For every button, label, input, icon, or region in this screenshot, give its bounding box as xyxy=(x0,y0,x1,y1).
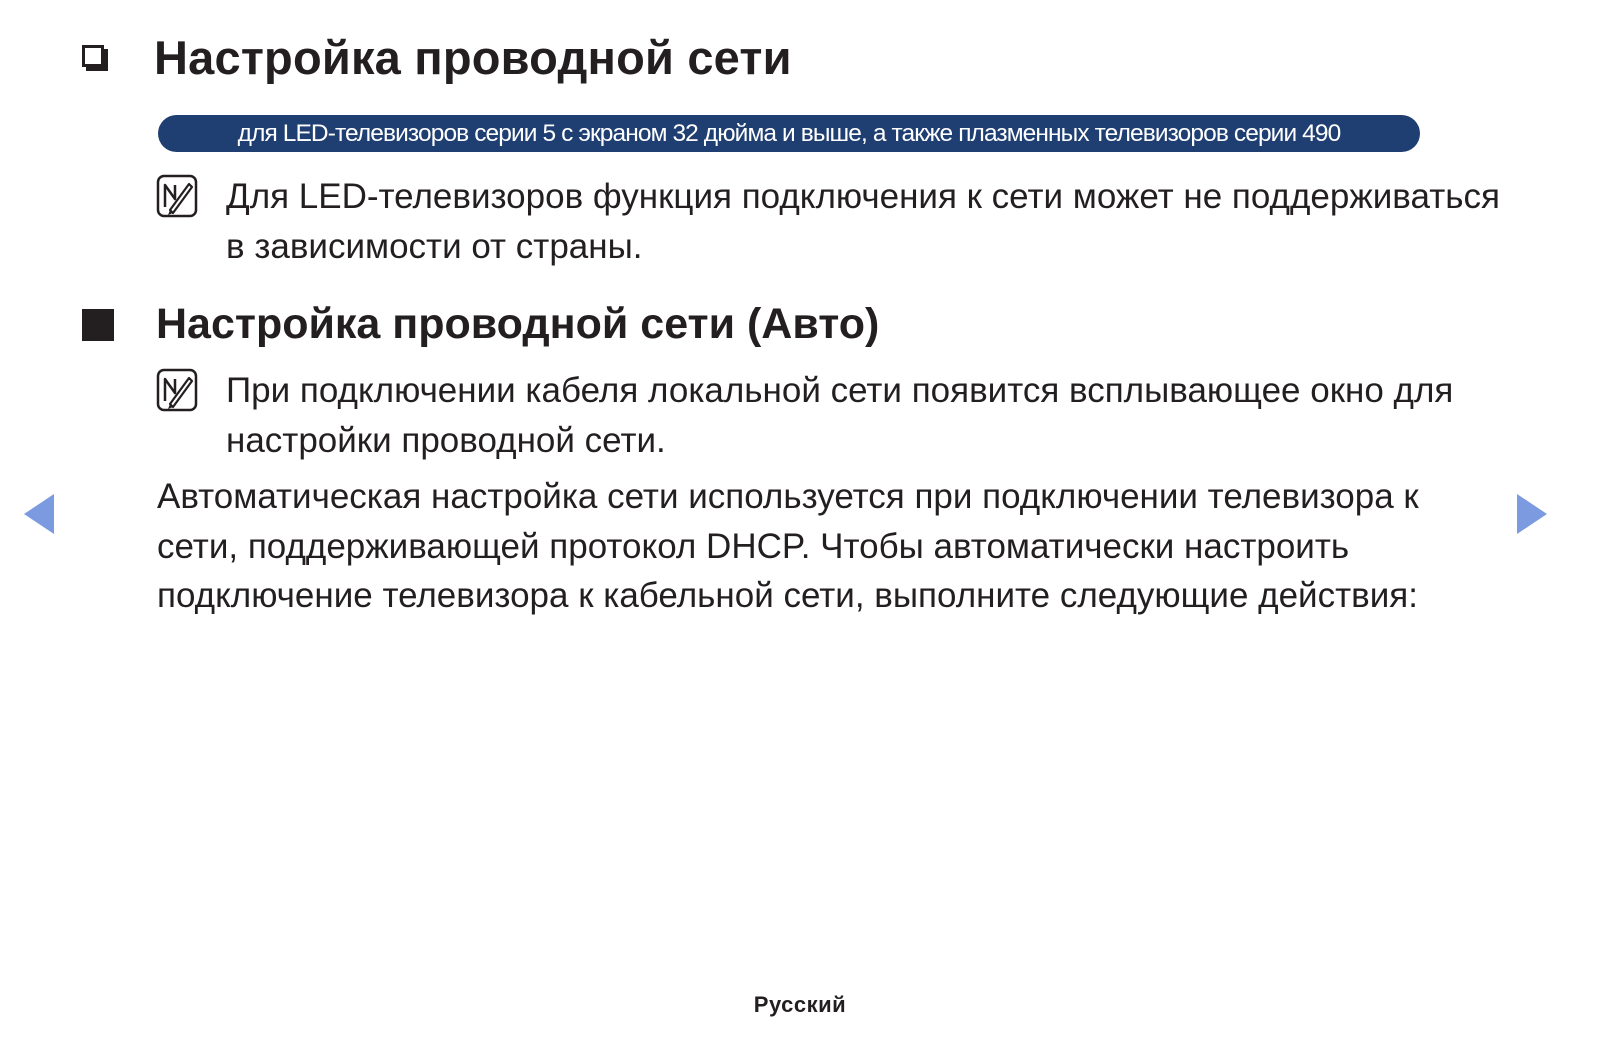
subsection-heading xyxy=(82,300,879,349)
note-text: Для LED-телевизоров функция подключения к сети может не поддерживаться в зависимости от страны. xyxy=(226,177,1500,266)
body-paragraph: Автоматическая настройка сети используется при подключении телевизора к сети, поддерживающей протокол DHCP. Чтобы автоматически настроить подключение телевизора к кабельной сети, выполните следующие действия: xyxy=(157,477,1419,615)
note-text: При подключении кабеля локальной сети появится всплывающее окно для настройки проводной сети. xyxy=(226,371,1454,460)
section-heading xyxy=(82,30,792,85)
triangle-right-icon[interactable] xyxy=(1517,494,1547,534)
square-bullet-icon xyxy=(82,309,114,341)
note-icon xyxy=(156,368,198,412)
subsection-title: Настройка проводной сети (Авто) xyxy=(156,300,880,348)
triangle-left-icon[interactable] xyxy=(24,494,54,534)
note-block xyxy=(156,172,1516,272)
note-icon xyxy=(156,174,198,218)
note-block xyxy=(156,366,1516,466)
model-badge: для LED-телевизоров серии 5 с экраном 32 дюйма и выше, а также плазменных телевизоров серии 490 xyxy=(158,115,1420,152)
checkbox-icon xyxy=(82,45,108,71)
footer-language: Русский xyxy=(753,992,847,1017)
page-title: Настройка проводной сети xyxy=(154,31,792,84)
